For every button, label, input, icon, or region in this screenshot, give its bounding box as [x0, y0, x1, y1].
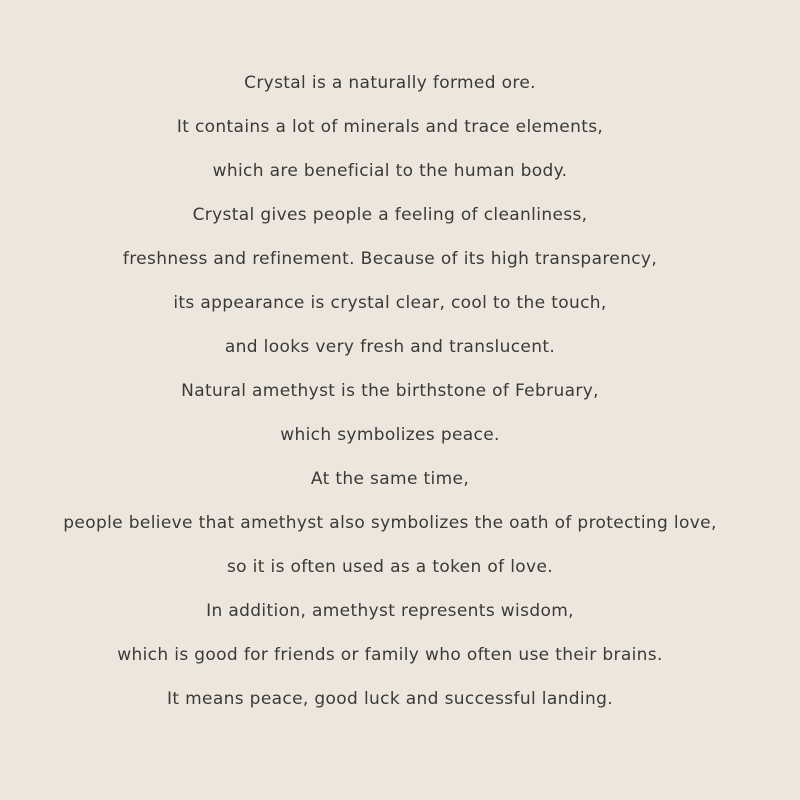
text-line-10: At the same time,: [310, 469, 470, 489]
text-line-5: freshness and refinement. Because of its high transparency,: [122, 249, 658, 269]
text-line-15: It means peace, good luck and successful landing.: [166, 689, 614, 709]
body-text: [0, 71, 780, 731]
text-line-2: It contains a lot of minerals and trace elements,: [176, 117, 604, 137]
text-line-8: Natural amethyst is the birthstone of February,: [181, 381, 599, 401]
text-line-9: which symbolizes peace.: [280, 425, 500, 445]
text-line-1: Crystal is a naturally formed ore.: [244, 73, 536, 93]
text-line-14: which is good for friends or family who often use their brains.: [117, 645, 663, 665]
text-line-6: its appearance is crystal clear, cool to the touch,: [173, 293, 607, 313]
text-line-12: so it is often used as a token of love.: [226, 557, 554, 577]
text-line-7: and looks very fresh and translucent.: [224, 337, 556, 357]
text-line-13: In addition, amethyst represents wisdom,: [206, 601, 574, 621]
text-line-3: which are beneficial to the human body.: [212, 161, 568, 181]
text-line-11: people believe that amethyst also symbolizes the oath of protecting love,: [63, 513, 717, 533]
text-line-4: Crystal gives people a feeling of cleanliness,: [192, 205, 588, 225]
